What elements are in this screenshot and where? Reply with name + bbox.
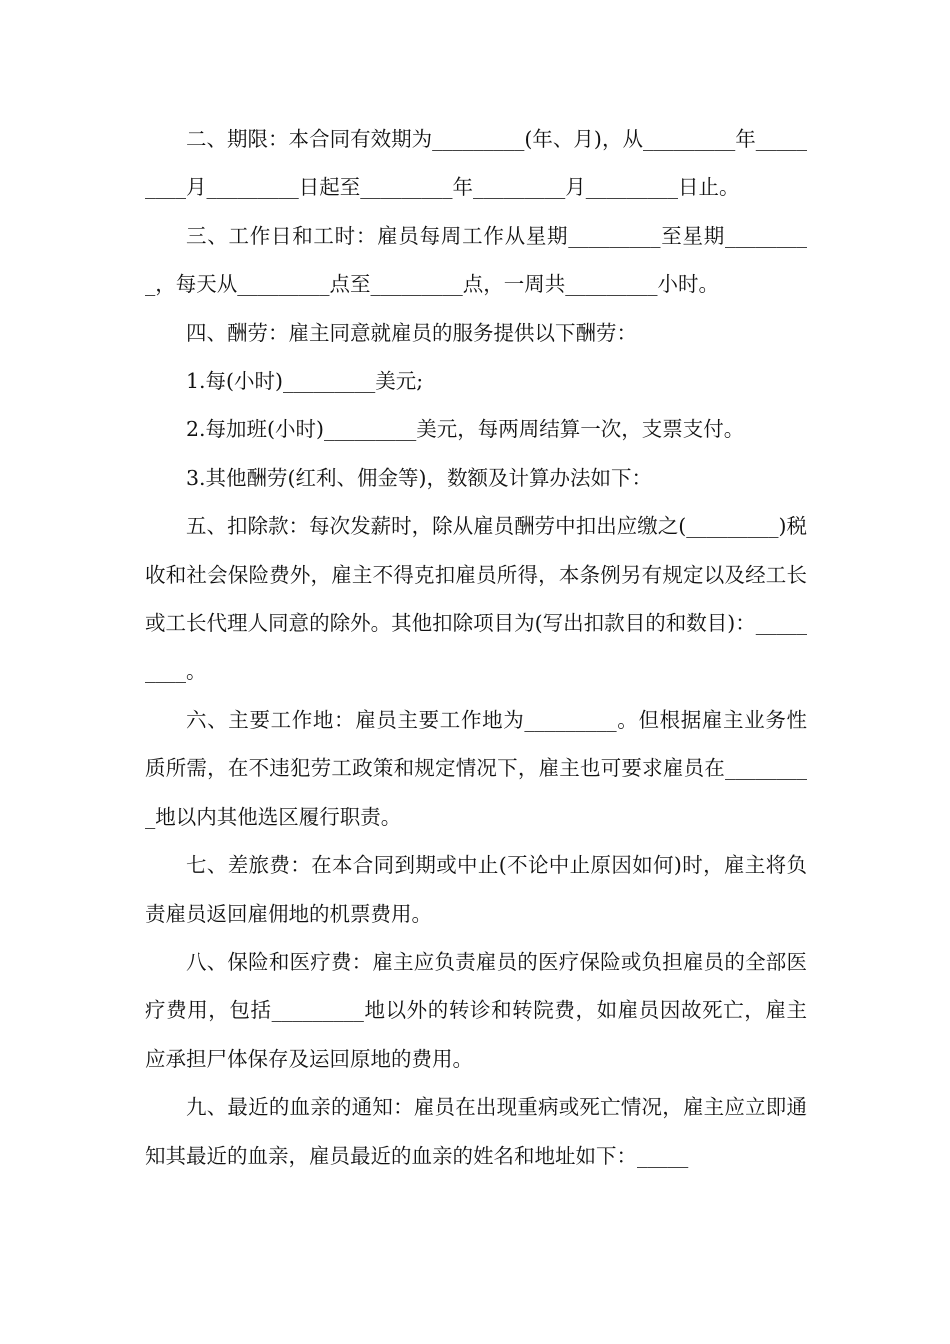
clause-7-travel: 七、差旅费：在本合同到期或中止(不论中止原因如何)时，雇主将负责雇员返回雇佣地的机票费用。 [145,853,807,926]
clause-2-term: 二、期限：本合同有效期为_________(年、月)，从_________年_________月_________日起至_________年_________月_________日止。 [145,127,807,200]
clause-4-pay: 四、酬劳：雇主同意就雇员的服务提供以下酬劳： [186,320,637,345]
document-page [145,115,807,1180]
clause-5-deductions: 五、扣除款：每次发薪时，除从雇员酬劳中扣出应缴之(_________)税收和社会保险费外，雇主不得克扣雇员所得，本条例另有规定以及经工长或工长代理人同意的除外。其他扣除项目为(写出扣款目的和数目)：_________。 [145,514,807,684]
clause-6-workplace: 六、主要工作地：雇员主要工作地为_________。但根据雇主业务性质所需，在不违犯劳工政策和规定情况下，雇主也可要求雇员在_________地以内其他选区履行职责。 [145,707,807,829]
clause-8-insurance: 八、保险和医疗费：雇主应负责雇员的医疗保险或负担雇员的全部医疗费用，包括_________地以外的转诊和转院费，如雇员因故死亡，雇主应承担尸体保存及运回原地的费用。 [145,949,807,1071]
clause-4-item-2: 2.每加班(小时)_________美元，每两周结算一次，支票支付。 [186,417,745,442]
clause-4-item-3: 3.其他酬劳(红利、佣金等)，数额及计算办法如下： [186,465,653,490]
clause-3-hours: 三、工作日和工时：雇员每周工作从星期_________至星期_________，每天从_________点至_________点，一周共_________小时。 [145,223,807,297]
clause-9-kin: 九、最近的血亲的通知：雇员在出现重病或死亡情况，雇主应立即通知其最近的血亲，雇员最近的血亲的姓名和地址如下：_____ [145,1095,807,1168]
clause-4-item-1: 1.每(小时)_________美元; [186,369,424,394]
